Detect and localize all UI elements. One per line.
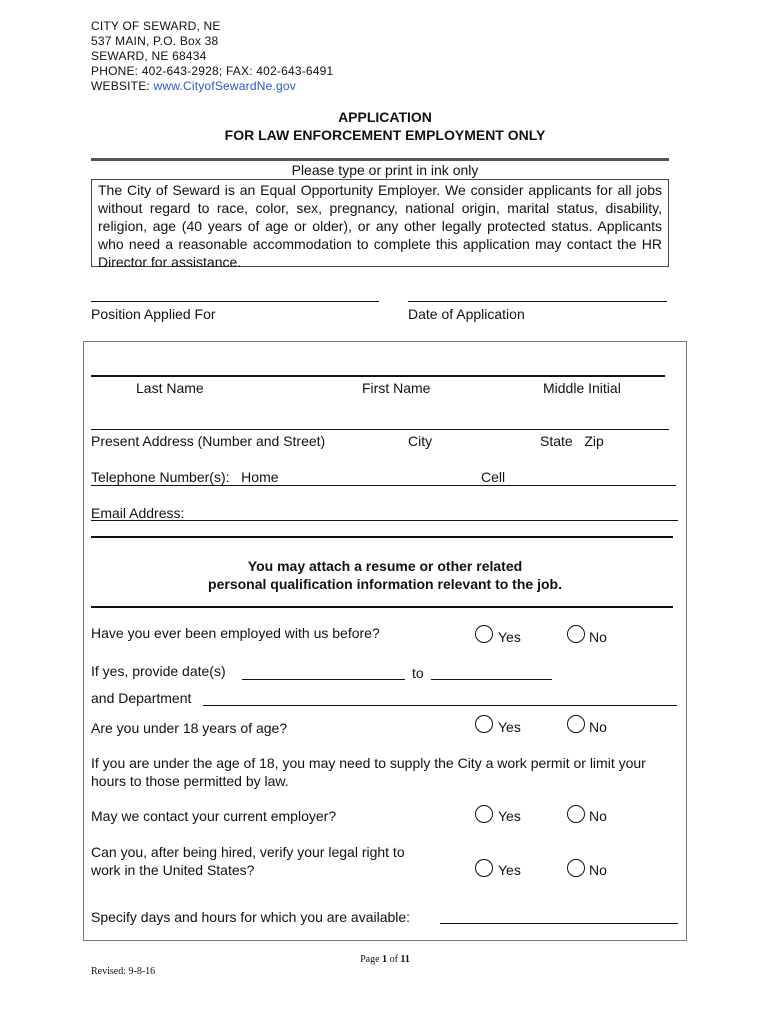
under-18-no-radio[interactable] — [567, 715, 585, 733]
page-current: 1 — [382, 954, 388, 965]
eeo-statement: The City of Seward is an Equal Opportunity Employer. We consider applicants for all jobs without regard to race, color, sex, pregnancy, national origin, marital status, disability, religion, age (40 years of age or older), or any other legally protected status. Applicants who need a reasonable accommodation to complete this application may contact the HR Director for assistance. — [91, 179, 669, 267]
resume-note-line2: personal qualification information relevant to the job. — [208, 576, 562, 592]
dates-from-line[interactable] — [242, 679, 405, 680]
page-of: of — [387, 954, 401, 965]
street-address: 537 MAIN, P.O. Box 38 — [91, 34, 219, 48]
employed-before-no-label: No — [589, 629, 607, 645]
date-label: Date of Application — [408, 306, 525, 322]
revised-date: Revised: 9-8-16 — [91, 966, 156, 977]
city-state-zip: SEWARD, NE 68434 — [91, 49, 207, 63]
contact-employer-yes-radio[interactable] — [475, 805, 493, 823]
under-18-yes-label: Yes — [498, 719, 521, 735]
legal-right-question-line2: work in the United States? — [91, 862, 255, 878]
cell-label: Cell — [481, 469, 506, 485]
instruction-text: Please type or print in ink only — [291, 162, 479, 178]
date-line[interactable] — [408, 301, 667, 302]
page-total: 11 — [400, 954, 410, 965]
middle-initial-label: Middle Initial — [543, 380, 621, 396]
contact-employer-yes-label: Yes — [498, 808, 521, 824]
legal-right-yes-label: Yes — [498, 862, 521, 878]
availability-line[interactable] — [440, 923, 678, 924]
dates-to-label: to — [412, 665, 424, 681]
email-line[interactable] — [91, 520, 678, 521]
contact-employer-question: May we contact your current employer? — [91, 808, 337, 824]
phone-fax: PHONE: 402-643-2928; FAX: 402-643-6491 — [91, 64, 334, 78]
under-18-yes-radio[interactable] — [475, 715, 493, 733]
if-yes-dates-label: If yes, provide date(s) — [91, 663, 226, 679]
legal-right-question-line1: Can you, after being hired, verify your legal right to — [91, 844, 405, 860]
first-name-label: First Name — [362, 380, 431, 396]
address-label: Present Address (Number and Street) — [91, 433, 326, 449]
resume-note-line1: You may attach a resume or other related — [247, 558, 523, 574]
state-zip-label: State Zip — [540, 433, 604, 449]
contact-employer-no-label: No — [589, 808, 607, 824]
employed-before-no-radio[interactable] — [567, 625, 585, 643]
title-divider — [91, 158, 669, 161]
page-prefix: Page — [360, 954, 383, 965]
section-divider-bottom — [91, 606, 673, 608]
legal-right-yes-radio[interactable] — [475, 859, 493, 877]
website-link[interactable]: www.CityofSewardNe.gov — [153, 79, 296, 93]
telephone-line[interactable] — [91, 485, 676, 486]
city-name: CITY OF SEWARD, NE — [91, 19, 221, 33]
employed-before-question: Have you ever been employed with us before? — [91, 625, 380, 641]
city-label: City — [408, 433, 433, 449]
availability-label: Specify days and hours for which you are available: — [91, 909, 411, 925]
email-label: Email Address: — [91, 505, 185, 521]
department-label: and Department — [91, 690, 192, 706]
employed-before-yes-label: Yes — [498, 629, 521, 645]
telephone-label: Telephone Number(s): Home — [91, 469, 279, 485]
under-18-no-label: No — [589, 719, 607, 735]
under-18-note: If you are under the age of 18, you may need to supply the City a work permit or limit your hours to those permitted by law. — [91, 755, 646, 789]
department-line[interactable] — [203, 705, 677, 706]
contact-employer-no-radio[interactable] — [567, 805, 585, 823]
position-label: Position Applied For — [91, 306, 216, 322]
employed-before-yes-radio[interactable] — [475, 625, 493, 643]
title-line2: FOR LAW ENFORCEMENT EMPLOYMENT ONLY — [224, 127, 546, 143]
website-line — [91, 79, 296, 94]
legal-right-no-radio[interactable] — [567, 859, 585, 877]
dates-to-line[interactable] — [431, 679, 552, 680]
under-18-question: Are you under 18 years of age? — [91, 720, 288, 736]
address-line[interactable] — [91, 429, 669, 430]
title-line1: APPLICATION — [338, 109, 432, 125]
page-number — [0, 954, 770, 965]
legal-right-no-label: No — [589, 862, 607, 878]
position-line[interactable] — [91, 301, 379, 302]
website-label: WEBSITE: — [91, 79, 150, 93]
section-divider-top — [91, 536, 673, 538]
last-name-label: Last Name — [136, 380, 204, 396]
name-line[interactable] — [91, 375, 665, 377]
